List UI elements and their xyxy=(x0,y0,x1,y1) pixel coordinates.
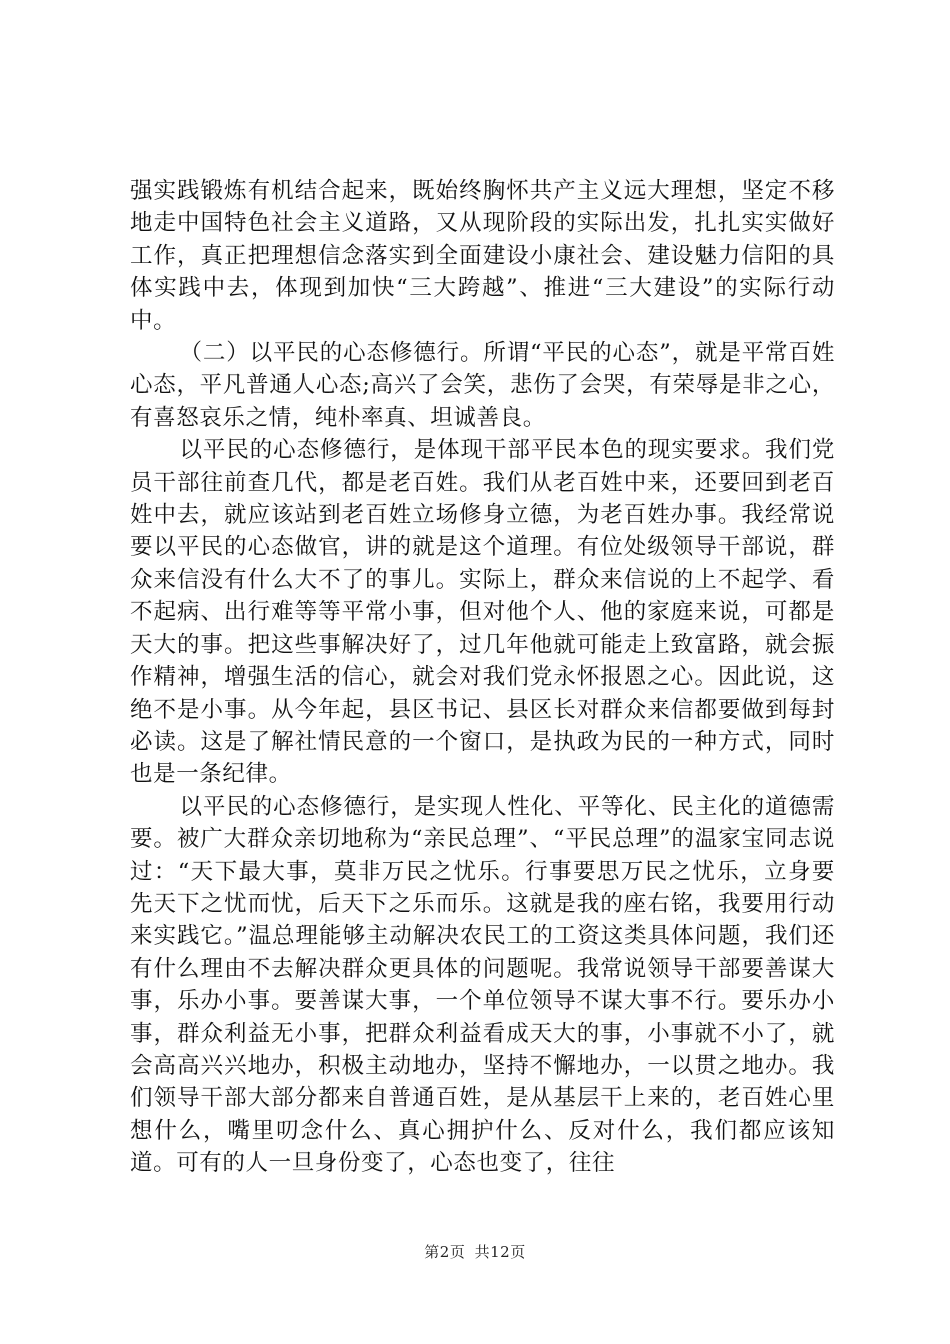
page-footer xyxy=(0,1241,950,1262)
page-number: 第2页 xyxy=(424,1243,466,1261)
paragraph-1: 强实践锻炼有机结合起来，既始终胸怀共产主义远大理想，坚定不移地走中国特色社会主义道路，又从现阶段的实际出发，扎扎实实做好工作，真正把理想信念落实到全面建设小康社会、建设魅力信阳的具体实践中去，体现到加快“三大跨越”、推进“三大建设”的实际行动中。 xyxy=(130,178,835,334)
document-body xyxy=(130,175,835,1180)
paragraph-2: （二）以平民的心态修德行。所谓“平民的心态”，就是平常百姓心态，平凡普通人心态;高兴了会笑，悲伤了会哭，有荣辱是非之心，有喜怒哀乐之情，纯朴率真、坦诚善良。 xyxy=(130,340,835,431)
page-total: 共12页 xyxy=(474,1243,526,1261)
paragraph-4: 以平民的心态修德行，是实现人性化、平等化、民主化的道德需要。被广大群众亲切地称为“亲民总理”、“平民总理”的温家宝同志说过：“天下最大事，莫非万民之忧乐。行事要思万民之忧乐，立身要先天下之忧而忧，后天下之乐而乐。这就是我的座右铭，我要用行动来实践它。”温总理能够主动解决农民工的工资这类具体问题，我们还有什么理由不去解决群众更具体的问题呢。我常说领导干部要善谋大事，乐办小事。要善谋大事，一个单位领导不谋大事不行。要乐办小事，群众利益无小事，把群众利益看成天大的事，小事就不小了，就会高高兴兴地办，积极主动地办，坚持不懈地办，一以贯之地办。我们领导干部大部分都来自普通百姓，是从基层干上来的，老百姓心里想什么，嘴里叨念什么、真心拥护什么、反对什么，我们都应该知道。可有的人一旦身份变了，心态也变了，往往 xyxy=(130,793,835,1177)
paragraph-3: 以平民的心态修德行，是体现干部平民本色的现实要求。我们党员干部往前查几代，都是老百姓。我们从老百姓中来，还要回到老百姓中去，就应该站到老百姓立场修身立德，为老百姓办事。我经常说要以平民的心态做官，讲的就是这个道理。有位处级领导干部说，群众来信没有什么大不了的事儿。实际上，群众来信说的上不起学、看不起病、出行难等等平常小事，但对他个人、他的家庭来说，可都是天大的事。把这些事解决好了，过几年他就可能走上致富路，就会振作精神，增强生活的信心，就会对我们党永怀报恩之心。因此说，这绝不是小事。从今年起，县区书记、县区长对群众来信都要做到每封必读。这是了解社情民意的一个窗口，是执政为民的一种方式，同时也是一条纪律。 xyxy=(130,437,835,788)
